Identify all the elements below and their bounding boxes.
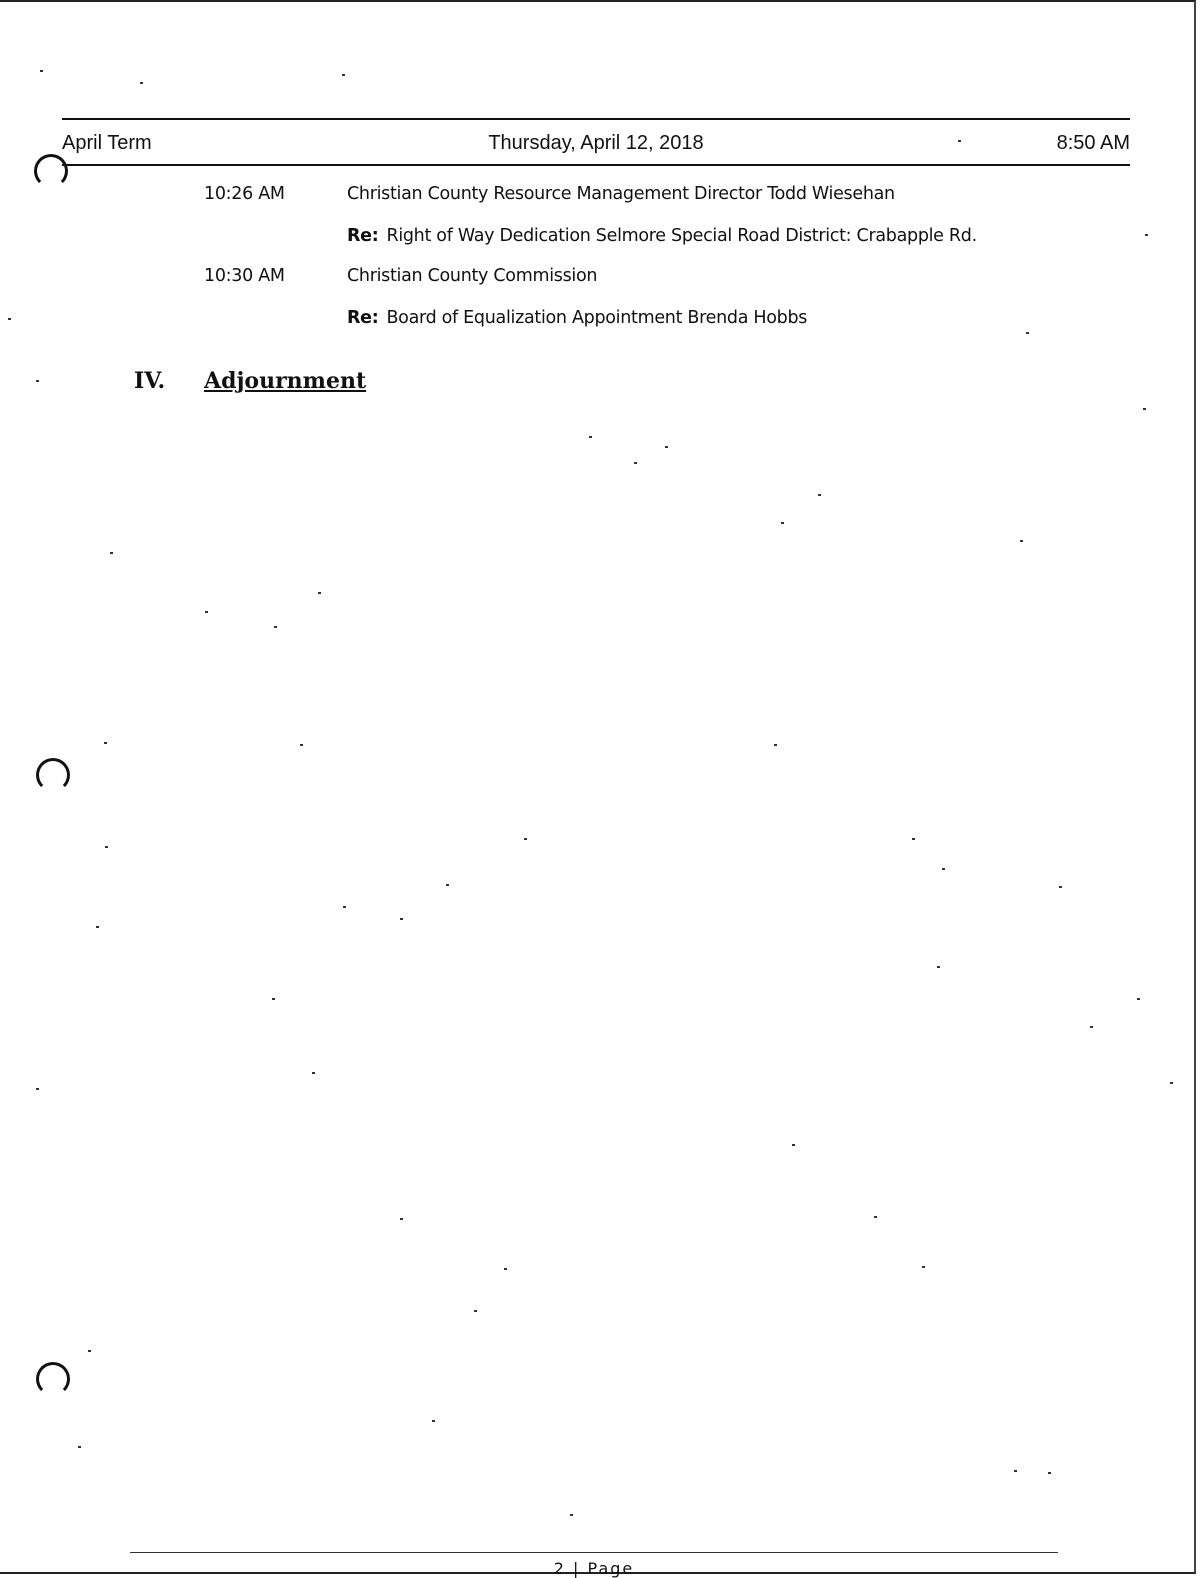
header-bottom-rule (62, 164, 1130, 166)
page-number: 2 (553, 1559, 566, 1578)
page-footer (130, 1559, 1058, 1578)
re-label: Re: (347, 226, 379, 246)
agenda-re-text: Board of Equalization Appointment Brenda Hobbs (386, 308, 808, 328)
header-term: April Term (62, 132, 152, 154)
re-label: Re: (347, 308, 379, 328)
agenda-re-line (347, 308, 807, 328)
page-header (62, 128, 1130, 162)
header-time: 8:50 AM (1056, 132, 1130, 154)
agenda-re-text: Right of Way Dedication Selmore Special Road District: Crabapple Rd. (386, 226, 977, 246)
header-top-rule (62, 118, 1130, 120)
binder-hole-bottom (36, 1362, 70, 1396)
agenda-time: 10:30 AM (204, 266, 285, 286)
page-separator: | (573, 1559, 581, 1578)
binder-hole-middle (36, 758, 70, 792)
section-number: IV. (134, 368, 166, 394)
agenda-time: 10:26 AM (204, 184, 285, 204)
page-label: Page (587, 1559, 635, 1578)
footer-rule (130, 1552, 1058, 1553)
section-title: Adjournment (204, 368, 367, 394)
header-date: Thursday, April 12, 2018 (488, 132, 704, 154)
agenda-re-line (347, 226, 977, 246)
agenda-description: Christian County Resource Management Director Todd Wiesehan (347, 184, 895, 204)
agenda-description: Christian County Commission (347, 266, 598, 286)
